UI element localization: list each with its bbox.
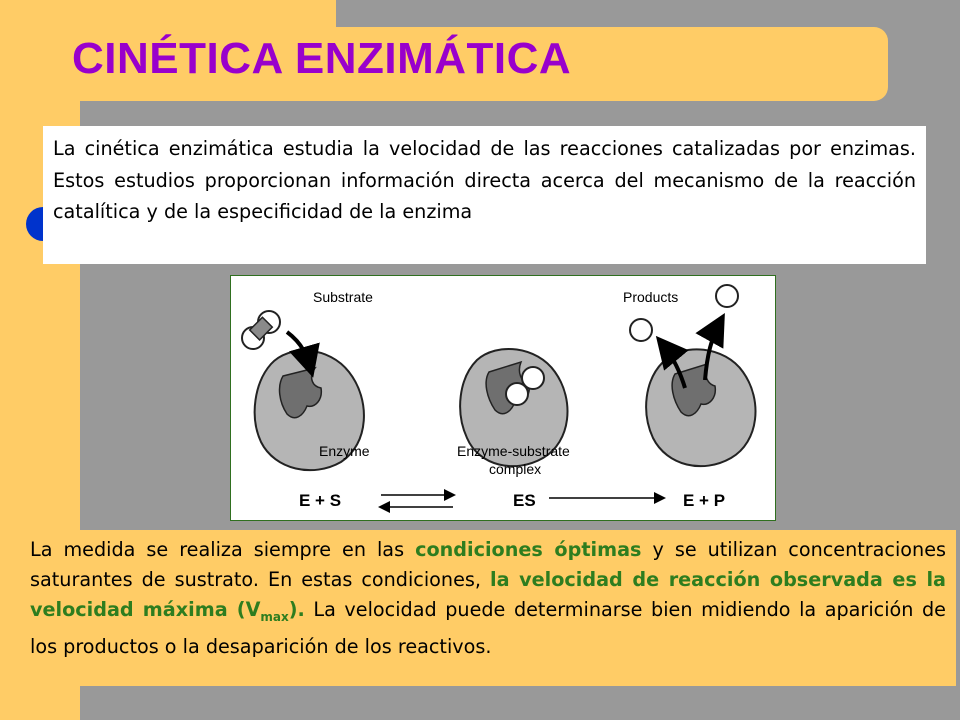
slide-title: CINÉTICA ENZIMÁTICA (72, 34, 572, 83)
equation-reactants: E + S (299, 491, 342, 510)
substrate-label: Substrate (313, 289, 373, 305)
bottom-text-part2: y se utilizan concentraciones saturantes de sustrato. En estas condiciones, (30, 538, 947, 591)
enzyme-shape (646, 349, 755, 466)
highlight-max-velocity-end: ). (288, 598, 305, 621)
bottom-text-box (20, 530, 956, 686)
enzyme-diagram (230, 275, 776, 521)
vmax-subscript: max (260, 609, 289, 624)
bottom-text-part1: La medida se realiza siempre en las (30, 538, 416, 561)
highlight-optimal-conditions: condiciones óptimas (415, 538, 642, 561)
equation-products: E + P (683, 491, 726, 510)
equation-complex: ES (513, 491, 536, 510)
substrate-molecule (242, 311, 280, 349)
highlight-max-velocity-text: la velocidad de reacción observada es la velocidad máxima (V (30, 568, 946, 621)
intro-text: La cinética enzimática estudia la velocidad de las reacciones catalizadas por enzimas. Estos estudios proporcionan información directa acerca del mecanismo de la reacción catalítica y de la especificidad de la enzima (53, 137, 916, 223)
equilibrium-arrows (381, 495, 453, 507)
products-label: Products (623, 289, 679, 305)
intro-box (43, 126, 926, 264)
complex-label-line2: complex (489, 461, 542, 477)
enzyme-label: Enzyme (319, 443, 370, 459)
complex-label-line1: Enzyme-substrate (457, 443, 570, 459)
bottom-text-part3: La velocidad puede determinarse bien midiendo la aparición de los productos o la desaparición de los reactivos. (30, 598, 946, 658)
bottom-paragraph (30, 535, 946, 662)
